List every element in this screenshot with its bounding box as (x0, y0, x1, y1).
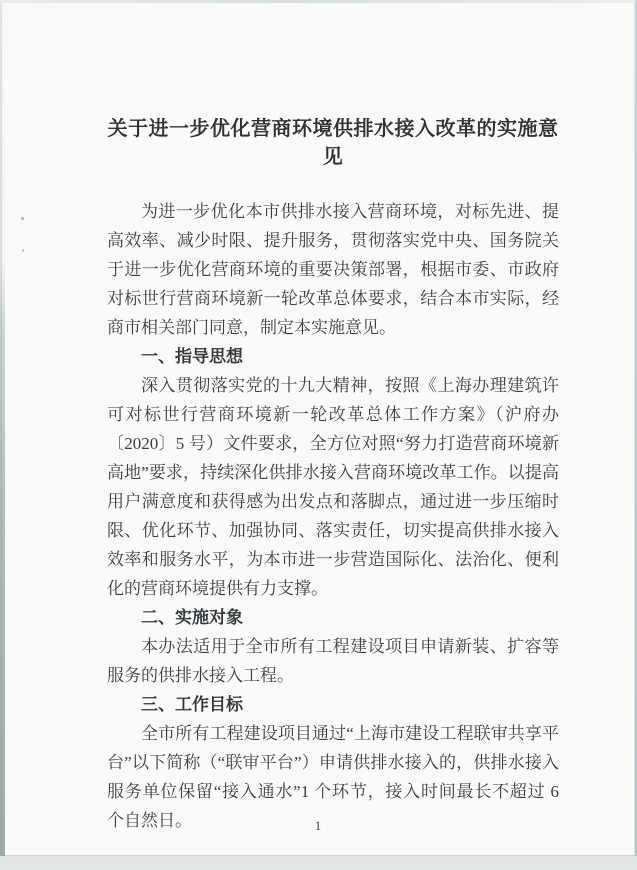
body-paragraph: 本办法适用于全市所有工程建设项目申请新装、扩容等服务的供排水接入工程。 (107, 637, 559, 685)
scan-edge-top (0, 0, 637, 3)
scan-speck (22, 249, 24, 252)
document-title: 关于进一步优化营商环境供排水接入改革的实施意见 (107, 118, 559, 168)
scan-speck (21, 217, 24, 220)
body-paragraph: 全市所有工程建设项目通过“上海市建设工程联审共享平台”以下简称（“联审平台”）申请供排水接入的，供排水接入服务单位保留“接入通水”1 个环节，接入时间最长不超过 6 个自然日。 (107, 724, 559, 830)
scan-edge-bottom (0, 856, 637, 870)
body-paragraph: 深入贯彻落实党的十九大精神，按照《上海办理建筑许可对标世行营商环境新一轮改革总体工作方案》（沪府办〔2020〕5 号）文件要求，全方位对照“努力打造营商环境新高地”要求，持续深化供排水接入营商环境改革工作。以提高用户满意度和获得感为出发点和落脚点，通过进一步压缩时限、优化环节、加强协同、落实责任，切实提高供排水接入效率和服务水平，为本市进一步营造国际化、法治化、便利化的营商环境提供有力支撑。 (107, 376, 559, 598)
scan-edge-left (0, 0, 5, 870)
document-page (2, 3, 634, 856)
section-heading: 一、指导思想 (141, 347, 243, 366)
section-heading: 二、实施对象 (141, 608, 243, 627)
body-paragraph: 为进一步优化本市供排水接入营商环境，对标先进、提高效率、减少时限、提升服务，贯彻落实党中央、国务院关于进一步优化营商环境的重要决策部署，根据市委、市政府对标世行营商环境新一轮改革总体要求，结合本市实际，经商市相关部门同意，制定本实施意见。 (107, 202, 559, 337)
page-number: 1 (314, 818, 322, 833)
document-body (107, 115, 559, 835)
section-heading: 三、工作目标 (141, 695, 243, 714)
